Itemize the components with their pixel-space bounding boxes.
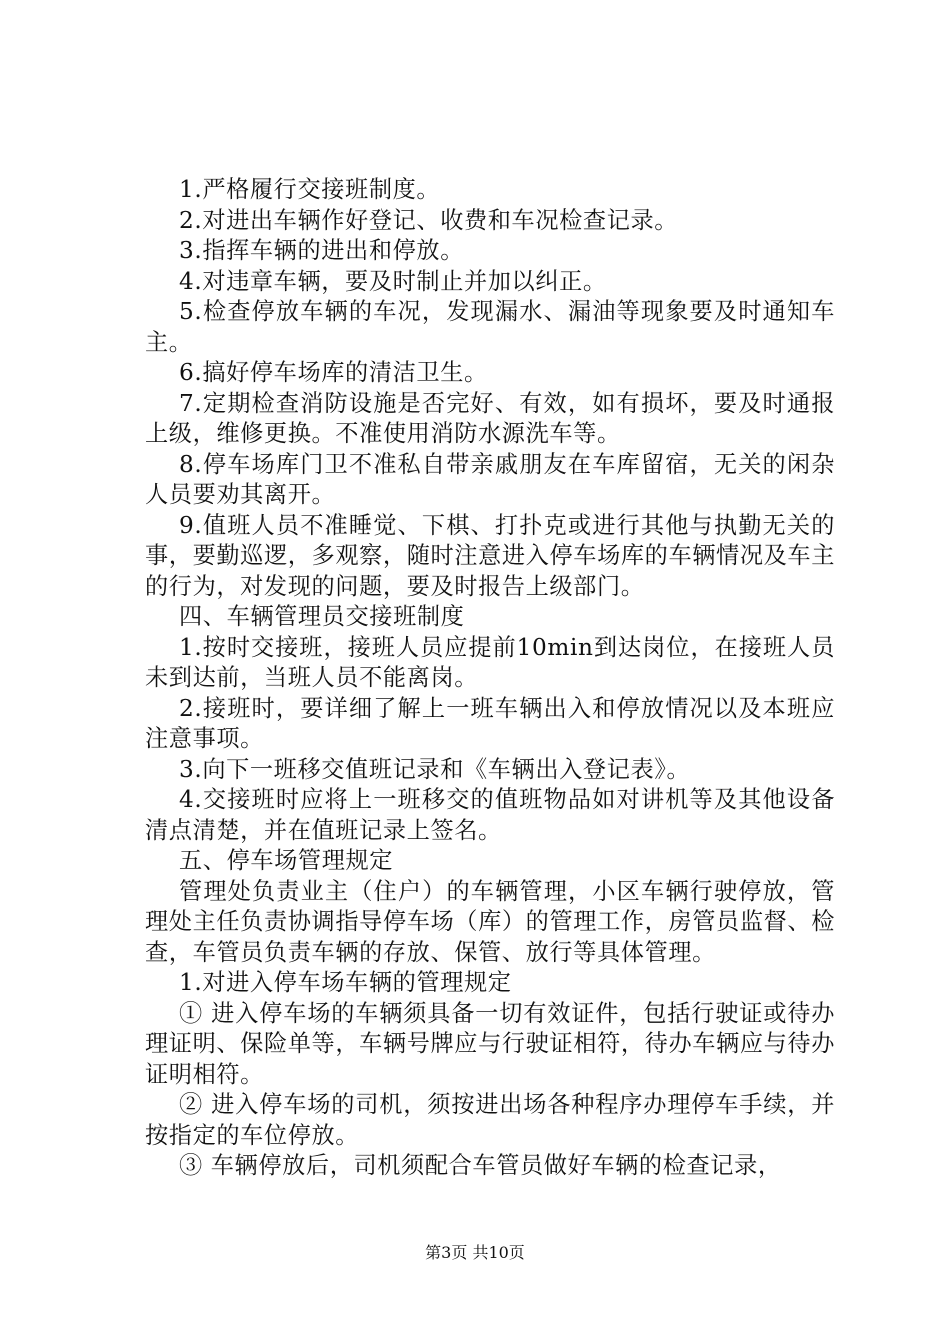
paragraph-18: ③ 车辆停放后，司机须配合车管员做好车辆的检查记录，: [179, 1152, 782, 1179]
document-body: [145, 175, 835, 1182]
paragraph-17: ② 进入停车场的司机，须按进出场各种程序办理停车手续，并按指定的车位停放。: [145, 1091, 835, 1149]
paragraph-1: 1.严格履行交接班制度。: [179, 176, 441, 203]
section-heading-5: 五、停车场管理规定: [179, 847, 394, 874]
paragraph-5: 5.检查停放车辆的车况，发现漏水、漏油等现象要及时通知车主。: [145, 298, 835, 356]
paragraph-11: 2.接班时，要详细了解上一班车辆出入和停放情况以及本班应注意事项。: [145, 694, 835, 752]
paragraph-13: 4.交接班时应将上一班移交的值班物品如对讲机等及其他设备清点清楚，并在值班记录上签名。: [145, 786, 835, 844]
paragraph-8: 8.停车场库门卫不准私自带亲戚朋友在车库留宿，无关的闲杂人员要劝其离开。: [145, 450, 835, 508]
section-heading-4: 四、车辆管理员交接班制度: [179, 603, 465, 630]
paragraph-2: 2.对进出车辆作好登记、收费和车况检查记录。: [179, 206, 679, 234]
paragraph-16: ① 进入停车场的车辆须具备一切有效证件，包括行驶证或待办理证明、保险单等，车辆号牌应与行驶证相符，待办车辆应与待办证明相符。: [145, 999, 835, 1088]
paragraph-6: 6.搞好停车场库的清洁卫生。: [179, 359, 488, 386]
paragraph-3: 3.指挥车辆的进出和停放。: [179, 237, 464, 264]
paragraph-10: 1.按时交接班，接班人员应提前10min到达岗位，在接班人员未到达前，当班人员不能离岗。: [145, 633, 835, 691]
paragraph-4: 4.对违章车辆，要及时制止并加以纠正。: [179, 267, 607, 295]
paragraph-14: 管理处负责业主（住户）的车辆管理，小区车辆行驶停放，管理处主任负责协调指导停车场（库）的管理工作，房管员监督、检查，车管员负责车辆的存放、保管、放行等具体管理。: [145, 877, 835, 966]
page-footer: 第3页 共10页: [425, 1243, 525, 1262]
paragraph-15: 1.对进入停车场车辆的管理规定: [179, 969, 512, 996]
paragraph-12: 3.向下一班移交值班记录和《车辆出入登记表》。: [179, 755, 691, 783]
paragraph-9: 9.值班人员不准睡觉、下棋、打扑克或进行其他与执勤无关的事，要勤巡逻，多观察，随时注意进入停车场库的车辆情况及车主的行为，对发现的问题，要及时报告上级部门。: [145, 511, 835, 600]
paragraph-7: 7.定期检查消防设施是否完好、有效，如有损坏，要及时通报上级，维修更换。不准使用消防水源洗车等。: [145, 389, 835, 447]
